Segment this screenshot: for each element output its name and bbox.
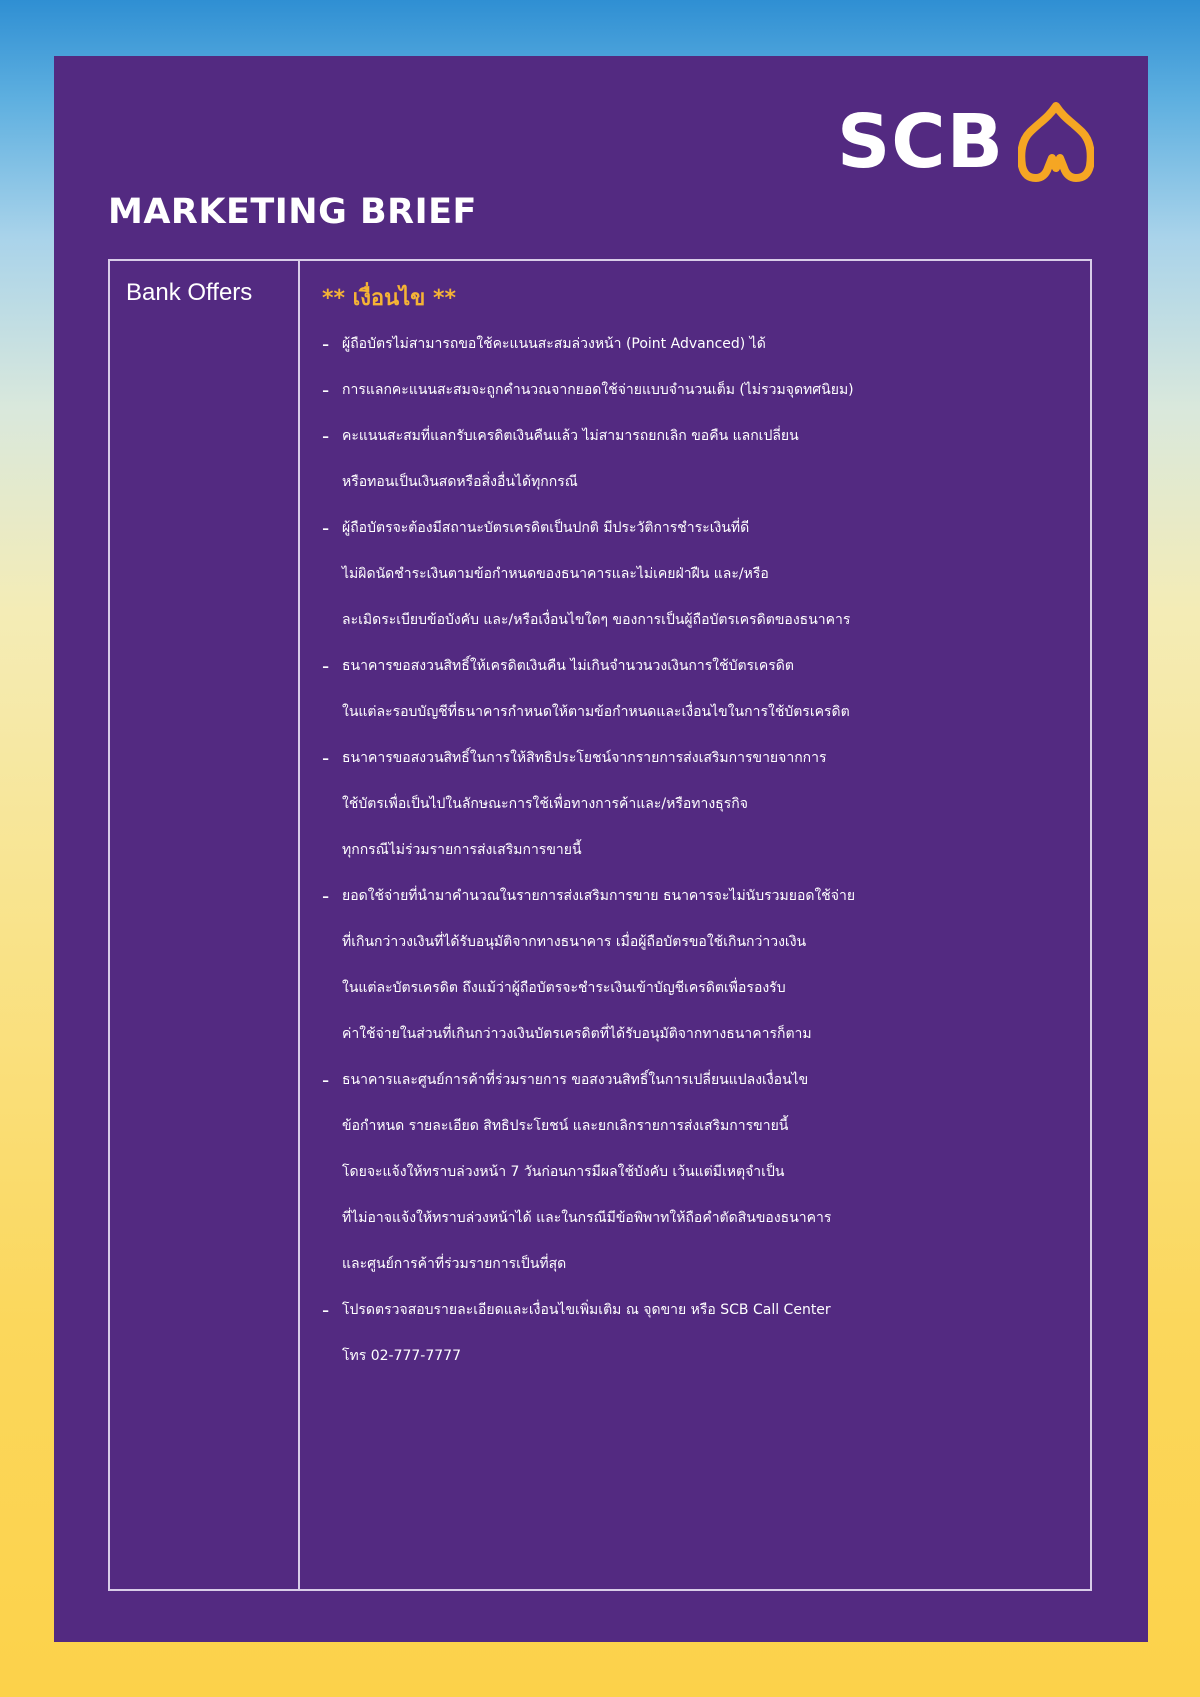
condition-line: ในแต่ละบัตรเครดิต ถึงแม้ว่าผู้ถือบัตรจะชำระเงินเข้าบัญชีเครดิตเพื่อรองรับ <box>342 980 786 996</box>
scb-logo <box>837 92 1094 192</box>
conditions-heading: ** เงื่อนไข ** <box>322 286 456 311</box>
bullet-dash: - <box>322 1298 330 1322</box>
condition-line: ที่ไม่อาจแจ้งให้ทราบล่วงหน้าได้ และในกรณีมีข้อพิพาทให้ถือคำตัดสินของธนาคาร <box>342 1210 832 1226</box>
condition-line: ใช้บัตรเพื่อเป็นไปในลักษณะการใช้เพื่อทางการค้าและ/หรือทางธุรกิจ <box>342 796 748 812</box>
conditions-list <box>322 321 1090 1379</box>
condition-line: ละเมิดระเบียบข้อบังคับ และ/หรือเงื่อนไขใดๆ ของการเป็นผู้ถือบัตรเครดิตของธนาคาร <box>342 612 851 628</box>
condition-line: ค่าใช้จ่ายในส่วนที่เกินกว่าวงเงินบัตรเครดิตที่ได้รับอนุมัติจากทางธนาคารก็ตาม <box>342 1026 812 1042</box>
condition-line: ผู้ถือบัตรจะต้องมีสถานะบัตรเครดิตเป็นปกติ มีประวัติการชำระเงินที่ดี <box>342 520 750 536</box>
bullet-dash: - <box>322 332 330 356</box>
logo-text: SCB <box>836 99 1004 185</box>
condition-item <box>322 643 1090 735</box>
condition-line: ข้อกำหนด รายละเอียด สิทธิประโยชน์ และยกเลิกรายการส่งเสริมการขายนี้ <box>342 1118 789 1134</box>
condition-item <box>322 873 1090 1057</box>
condition-line: ยอดใช้จ่ายที่นำมาคำนวณในรายการส่งเสริมการขาย ธนาคารจะไม่นับรวมยอดใช้จ่าย <box>342 888 856 904</box>
condition-line: ในแต่ละรอบบัญชีที่ธนาคารกำหนดให้ตามข้อกำหนดและเงื่อนไขในการใช้บัตรเครดิต <box>342 704 850 720</box>
condition-line: ธนาคารขอสงวนสิทธิ์ในการให้สิทธิประโยชน์จากรายการส่งเสริมการขายจากการ <box>342 750 827 766</box>
condition-line: ไม่ผิดนัดชำระเงินตามข้อกำหนดของธนาคารและไม่เคยฝ่าฝืน และ/หรือ <box>342 566 769 582</box>
condition-line: คะแนนสะสมที่แลกรับเครดิตเงินคืนแล้ว ไม่สามารถยกเลิก ขอคืน แลกเปลี่ยน <box>342 428 799 444</box>
bullet-dash: - <box>322 424 330 448</box>
bullet-dash: - <box>322 884 330 908</box>
brief-table <box>108 259 1092 1591</box>
row-label: Bank Offers <box>110 261 300 1589</box>
bullet-dash: - <box>322 378 330 402</box>
bullet-dash: - <box>322 1068 330 1092</box>
condition-line: ผู้ถือบัตรไม่สามารถขอใช้คะแนนสะสมล่วงหน้า (Point Advanced) ได้ <box>342 336 766 352</box>
condition-item <box>322 367 1090 413</box>
condition-line: การแลกคะแนนสะสมจะถูกคำนวณจากยอดใช้จ่ายแบบจำนวนเต็ม (ไม่รวมจุดทศนิยม) <box>342 382 854 398</box>
condition-line: ที่เกินกว่าวงเงินที่ได้รับอนุมัติจากทางธนาคาร เมื่อผู้ถือบัตรขอใช้เกินกว่าวงเงิน <box>342 934 807 950</box>
condition-line: โดยจะแจ้งให้ทราบล่วงหน้า 7 วันก่อนการมีผลใช้บังคับ เว้นแต่มีเหตุจำเป็น <box>342 1164 785 1180</box>
condition-item <box>322 321 1090 367</box>
condition-line: ธนาคารและศูนย์การค้าที่ร่วมรายการ ขอสงวนสิทธิ์ในการเปลี่ยนแปลงเงื่อนไข <box>342 1072 809 1088</box>
condition-line: ทุกกรณีไม่ร่วมรายการส่งเสริมการขายนี้ <box>342 842 582 858</box>
condition-item <box>322 1057 1090 1287</box>
condition-line: และศูนย์การค้าที่ร่วมรายการเป็นที่สุด <box>342 1256 567 1272</box>
bullet-dash: - <box>322 746 330 770</box>
row-content <box>300 261 1090 1589</box>
scb-emblem-icon <box>1018 102 1094 182</box>
bullet-dash: - <box>322 516 330 540</box>
condition-line: หรือทอนเป็นเงินสดหรือสิ่งอื่นได้ทุกกรณี <box>342 474 578 490</box>
condition-line: ธนาคารขอสงวนสิทธิ์ให้เครดิตเงินคืน ไม่เกินจำนวนวงเงินการใช้บัตรเครดิต <box>342 658 794 674</box>
condition-item <box>322 413 1090 505</box>
bullet-dash: - <box>322 654 330 678</box>
condition-item <box>322 505 1090 643</box>
condition-item <box>322 1287 1090 1379</box>
condition-line: โทร 02-777-7777 <box>342 1348 461 1364</box>
page-title: MARKETING BRIEF <box>108 192 477 232</box>
condition-item <box>322 735 1090 873</box>
condition-line: โปรดตรวจสอบรายละเอียดและเงื่อนไขเพิ่มเติม ณ จุดขาย หรือ SCB Call Center <box>342 1302 831 1318</box>
brief-card <box>54 56 1148 1642</box>
